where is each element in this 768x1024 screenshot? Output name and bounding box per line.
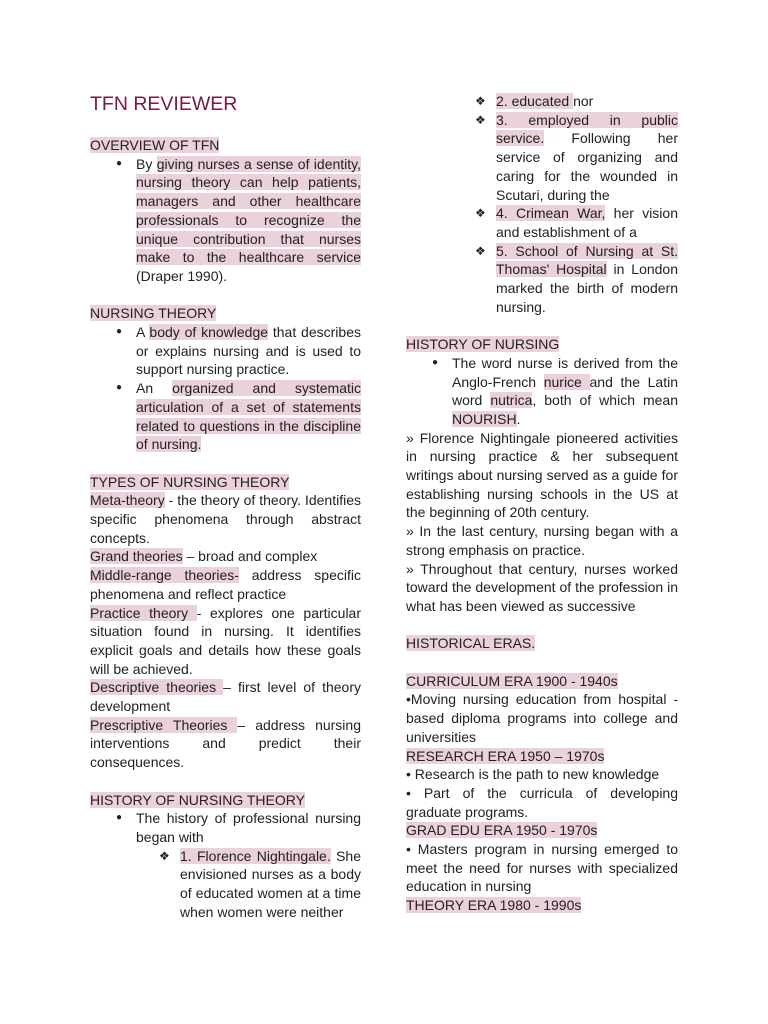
meta-theory-text: Meta-theory - the theory of theory. Identifies specific phenomena through abstract concepts. xyxy=(90,492,361,546)
overview-list xyxy=(90,155,361,286)
right-column xyxy=(406,92,678,915)
grand-theories-text: Grand theories – broad and complex xyxy=(90,548,318,565)
diamond-bullet-icon: ❖ xyxy=(475,112,486,127)
history-theory-list xyxy=(90,809,361,921)
nursing-theory-heading: NURSING THEORY xyxy=(90,305,217,322)
overview-heading: OVERVIEW OF TFN xyxy=(90,137,220,153)
list-item: ● An organized and systematic articulation of a set of statements related to questions in the discipline of nursing. xyxy=(116,380,361,453)
left-column xyxy=(90,136,361,921)
research-era-heading: RESEARCH ERA 1950 – 1970s xyxy=(406,747,605,764)
history-paragraph-1: » Florence Nightingale pioneered activities in nursing practice & her subsequent writings about nursing served as a guide for establishing nursing schools in the US at the beginning of 20th century. xyxy=(406,429,678,521)
grad-edu-era-text: • Masters program in nursing emerged to meet the need for nurses with specialized education in nursing xyxy=(406,841,678,895)
page-title: TFN REVIEWER xyxy=(90,93,238,115)
curriculum-era-heading: CURRICULUM ERA 1900 - 1940s xyxy=(406,672,618,689)
bullet-dot-icon: ● xyxy=(116,382,123,394)
bullet-dot-icon: ● xyxy=(116,812,123,824)
historical-eras-heading: HISTORICAL ERAS. xyxy=(406,635,536,652)
diamond-bullet-icon: ❖ xyxy=(475,206,486,221)
curriculum-era-text: •Moving nursing education from hospital -based diploma programs into college and universities xyxy=(406,691,678,745)
nightingale-list xyxy=(406,92,678,316)
list-item: ● The word nurse is derived from the Anglo-French nurice and the Latin word nutrica, both of which mean NOURISH. xyxy=(432,354,678,427)
diamond-bullet-icon: ❖ xyxy=(475,243,486,258)
bullet-dot-icon: ● xyxy=(116,326,123,338)
grad-edu-era-heading: GRAD EDU ERA 1950 - 1970s xyxy=(406,822,598,839)
nursing-theory-list xyxy=(90,323,361,454)
practice-theory-text: Practice theory - explores one particular situation found in nursing. It identifies explicit goals and details how these goals will be achieved. xyxy=(90,604,362,677)
history-nursing-list xyxy=(406,354,678,429)
history-nursing-heading: HISTORY OF NURSING xyxy=(406,336,560,353)
history-paragraph-3: » Throughout that century, nurses worked toward the development of the profession in what has been viewed as successive xyxy=(406,560,678,614)
list-item: ● The history of professional nursing began with xyxy=(116,810,361,845)
list-item: ❖ 5. School of Nursing at St. Thomas' Hospital in London marked the birth of modern nursing. xyxy=(475,242,678,315)
prescriptive-theories-text: Prescriptive Theories – address nursing interventions and predict their consequences. xyxy=(90,716,361,771)
research-era-text-1: • Research is the path to new knowledge xyxy=(406,766,660,783)
list-item: ● By giving nurses a sense of identity, nursing theory can help patients, managers and other healthcare professionals to recognize the unique contribution that nurses make to the healthcare service (Draper 1990). xyxy=(116,155,362,284)
list-item: ● A body of knowledge that describes or explains nursing and is used to support nursing practice. xyxy=(116,324,361,378)
types-heading: TYPES OF NURSING THEORY xyxy=(90,473,290,490)
bullet-dot-icon: ● xyxy=(116,157,123,169)
theory-era-heading: THEORY ERA 1980 - 1990s xyxy=(406,897,582,914)
history-theory-heading: HISTORY OF NURSING THEORY xyxy=(90,791,305,808)
list-item: ❖ 1. Florence Nightingale. She envisioned nurses as a body of educated women at a time when women were neither xyxy=(159,847,361,920)
list-item: ❖ 2. educated nor xyxy=(475,93,594,109)
list-item: ❖ 4. Crimean War, her vision and establishment of a xyxy=(475,205,678,240)
diamond-bullet-icon: ❖ xyxy=(475,94,486,108)
diamond-bullet-icon: ❖ xyxy=(159,848,170,863)
history-paragraph-2: » In the last century, nursing began with a strong emphasis on practice. xyxy=(406,523,678,558)
middle-range-text: Middle-range theories- address specific phenomena and reflect practice xyxy=(90,567,361,602)
list-item: ❖ 3. employed in public service. Following her service of organizing and caring for the wounded in Scutari, during the xyxy=(475,111,678,203)
descriptive-theories-text: Descriptive theories – first level of theory development xyxy=(90,679,361,715)
research-era-text-2: • Part of the curricula of developing graduate programs. xyxy=(406,784,678,820)
bullet-dot-icon: ● xyxy=(432,356,439,368)
